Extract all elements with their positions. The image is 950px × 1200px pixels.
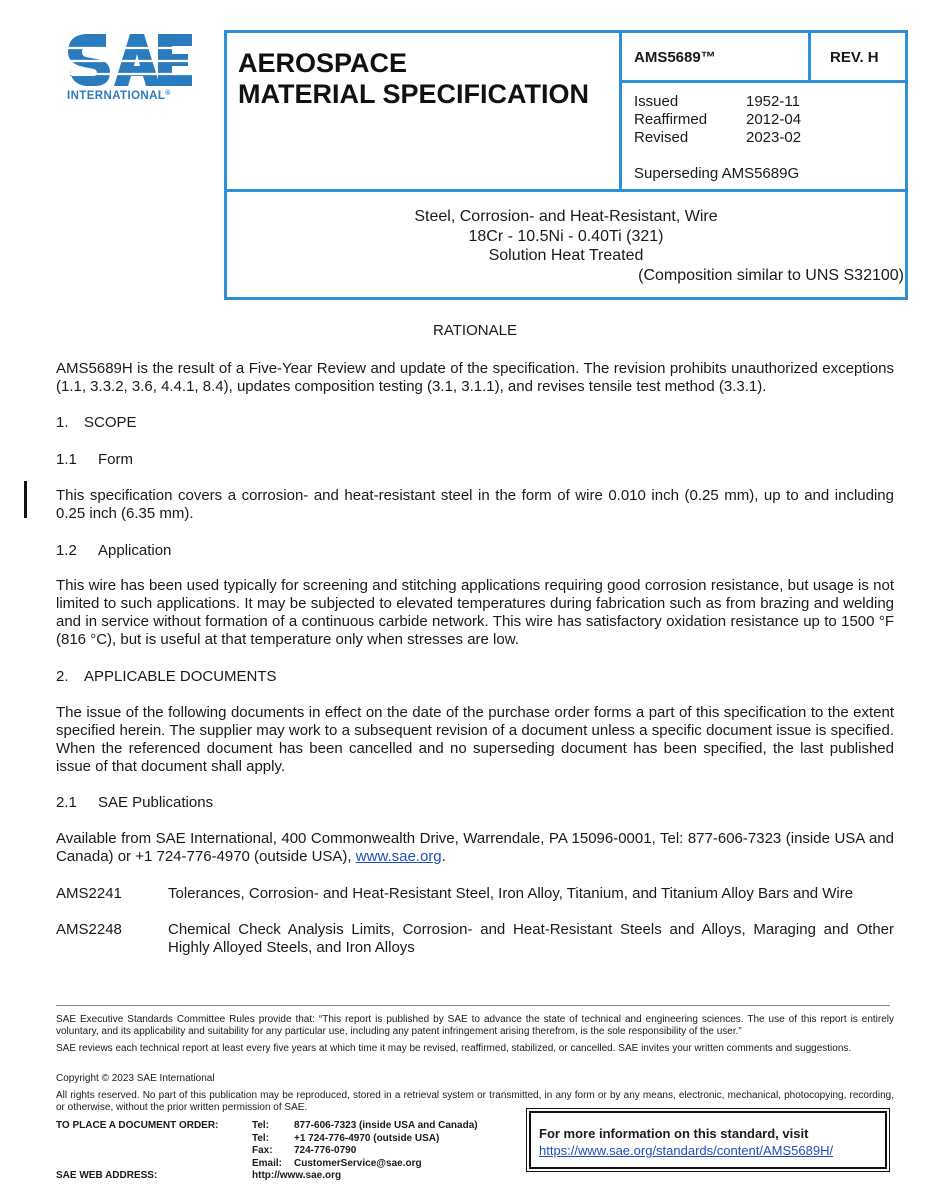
web-address-label: SAE WEB ADDRESS: bbox=[56, 1170, 158, 1181]
footer-divider bbox=[56, 1005, 890, 1006]
rationale-heading: RATIONALE bbox=[433, 322, 517, 339]
logo-subtitle: INTERNATIONAL® bbox=[67, 90, 171, 102]
section-1-1-heading: 1.1 Form bbox=[56, 451, 133, 468]
footer-copyright: Copyright © 2023 SAE International bbox=[56, 1073, 215, 1084]
change-bar bbox=[24, 481, 27, 518]
section-1-1-text: This specification covers a corrosion- and heat-resistant steel in the form of wire 0.010 inch (0.25 mm), up to and including 0.25 inch (6.35 mm). bbox=[56, 487, 894, 522]
reference-title: Tolerances, Corrosion- and Heat-Resistant Steel, Iron Alloy, Titanium, and Titanium Alloy Bars and Wire bbox=[168, 885, 854, 902]
section-2-1-heading: 2.1 SAE Publications bbox=[56, 794, 214, 811]
section-2-heading: 2. APPLICABLE DOCUMENTS bbox=[56, 668, 277, 685]
reference-code: AMS2241 bbox=[56, 885, 122, 902]
standard-link[interactable]: https://www.sae.org/standards/content/AMS5689H/ bbox=[539, 1143, 834, 1158]
info-box-title: For more information on this standard, visit bbox=[539, 1126, 809, 1141]
superseding-note: Superseding AMS5689G bbox=[634, 165, 800, 182]
footer-rights: All rights reserved. No part of this publication may be reproduced, stored in a retrieval system or transmitted, in any form or by any means, electronic, mechanical, photocopying, recording, or otherwise, without the prior written permission of SAE. bbox=[56, 1090, 894, 1113]
footer-rules: SAE Executive Standards Committee Rules provide that: “This report is published by SAE to advance the state of technical and engineering sciences. The use of this report is entirely voluntary, and its applicability and suitability for any particular use, including any patent infringement arising therefrom, is the sole responsibility of the user.” bbox=[56, 1014, 894, 1037]
reference-code: AMS2248 bbox=[56, 921, 122, 938]
web-address[interactable]: http://www.sae.org bbox=[252, 1170, 342, 1182]
order-label: TO PLACE A DOCUMENT ORDER: bbox=[56, 1120, 219, 1131]
info-box bbox=[526, 1108, 890, 1172]
section-1-2-text: This wire has been used typically for screening and stitching applications requiring good corrosion resistance, but usage is not limited to such applications. It may be subjected to elevated temperatures during fabrication such as from brazing and welding and in service without formation of a continuous carbide network. This wire has satisfactory oxidation resistance up to 1500 °F (816 °C), but is useful at that temperature only when stresses are low. bbox=[56, 577, 894, 648]
document-number: AMS5689™ bbox=[634, 49, 716, 66]
contact-block: Tel: 877-606-7323 (inside USA and Canada) Tel: +1 724-776-4970 (outside USA) Fax: 724-776-0790 Email: CustomerService@sae.org http://www.sae.org bbox=[252, 1120, 478, 1182]
section-1-heading: 1. SCOPE bbox=[56, 414, 137, 431]
date-block: Issued 1952-11 Reaffirmed 2012-04 Revised 2023-02 bbox=[634, 93, 802, 146]
sae-website-link[interactable]: www.sae.org bbox=[355, 848, 442, 865]
document-title: AEROSPACE MATERIAL SPECIFICATION bbox=[238, 48, 589, 109]
section-1-2-heading: 1.2 Application bbox=[56, 542, 172, 559]
section-2-1-text: Available from SAE International, 400 Commonwealth Drive, Warrendale, PA 15096-0001, Tel: 877-606-7323 (inside USA and Canada) or +1 724-776-4970 (outside USA), www.sae.org. bbox=[56, 830, 894, 865]
subject-block: Steel, Corrosion- and Heat-Resistant, Wire 18Cr - 10.5Ni - 0.40Ti (321) Solution Heat Treated (Composition similar to UNS S32100) bbox=[414, 208, 904, 284]
footer-review: SAE reviews each technical report at least every five years at which time it may be revised, reaffirmed, stabilized, or cancelled. SAE invites your written comments and suggestions. bbox=[56, 1043, 852, 1054]
reference-title: Chemical Check Analysis Limits, Corrosion- and Heat-Resistant Steels and Alloys, Maraging and Other Highly Alloyed Steels, and Iron Alloys bbox=[168, 921, 894, 956]
revision-label: REV. H bbox=[830, 49, 879, 66]
rationale-text: AMS5689H is the result of a Five-Year Review and update of the specification. The revision prohibits unauthorized exceptions (1.1, 3.3.2, 3.6, 4.4.1, 8.4), updates composition testing (3.1, 3.1.1), and revises tensile test method (3.3.1). bbox=[56, 360, 894, 395]
section-2-text: The issue of the following documents in effect on the date of the purchase order forms a part of this specification to the extent specified herein. The supplier may work to a subsequent revision of a document unless a specific document issue is specified. When the referenced document has been cancelled and no superseding document has been specified, the last published issue of that document shall apply. bbox=[56, 704, 894, 775]
